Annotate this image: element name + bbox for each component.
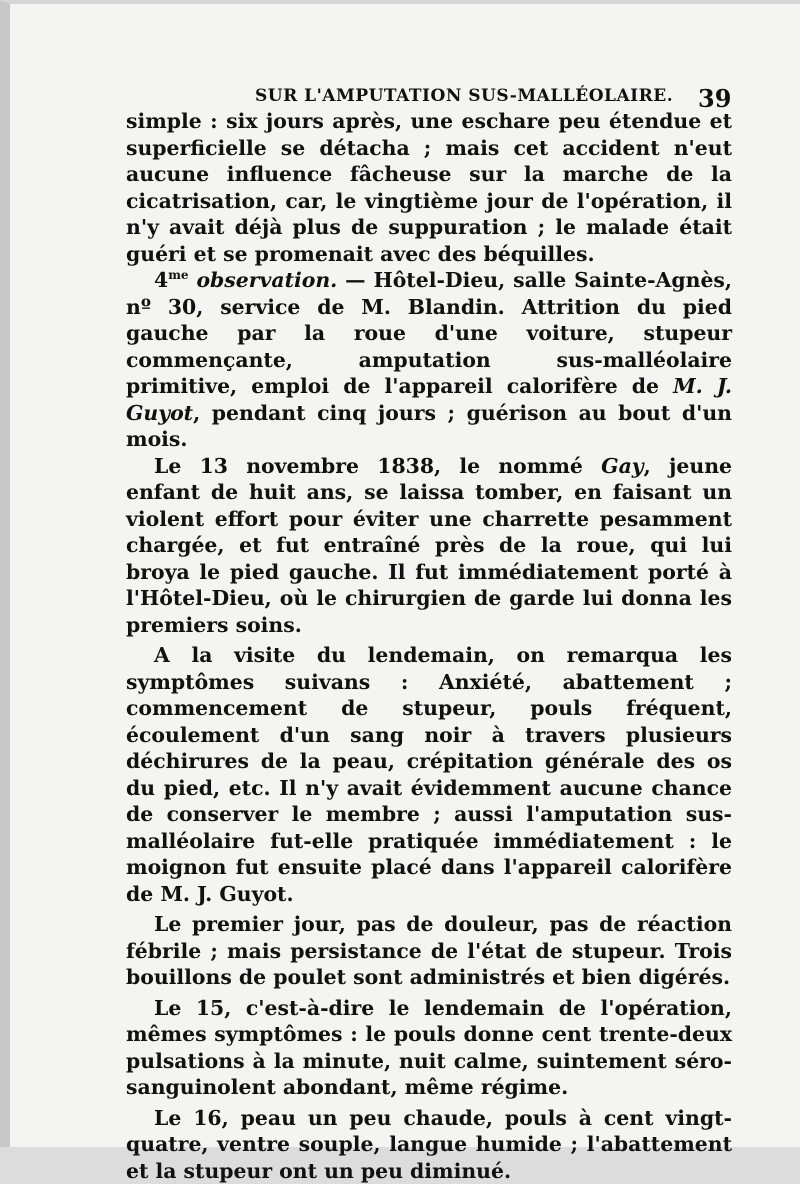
page-number: 39 <box>698 84 731 113</box>
observation-author-name: M. J. Guyot <box>126 374 732 425</box>
observation-number-suffix: me <box>168 268 188 282</box>
observation-label: observation. <box>196 268 337 292</box>
paragraph-next-day-visit: A la visite du lendemain, on remarqua les symptômes suivans : Anxiété, abattement ; commencement de stupeur, pouls fréquent, écoulement d'un sang noir à travers plusieurs déchirures de la peau, crépitation générale des os du pied, etc. Il n'y avait évidemment aucune chance de conserver le membre ; aussi l'amputation sus-malléolaire fut-elle pratiquée immédiatement : le moignon fut ensuite placé dans l'appareil calorifère de M. J. Guyot. <box>126 642 732 907</box>
paragraph-continuation: simple : six jours après, une eschare peu étendue et superficielle se détacha ; mais cet accident n'eut aucune influence fâcheuse sur la marche de la cicatrisation, car, le vingtième jour de l'opération, il n'y avait déjà plus de suppuration ; le malade était guéri et se promenait avec des béquilles. <box>126 108 732 267</box>
paragraph-case-history <box>126 453 732 639</box>
paragraph-day-15: Le 15, c'est-à-dire le lendemain de l'opération, mêmes symptômes : le pouls donne cent trente-deux pulsations à la minute, nuit calme, suintement séro-sanguinolent abondant, même régime. <box>126 995 732 1101</box>
observation-number: 4 <box>154 268 168 292</box>
body-text <box>126 108 732 1184</box>
observation-heading-paragraph <box>126 267 732 453</box>
paragraph-first-day: Le premier jour, pas de douleur, pas de réaction fébrile ; mais persistance de l'état de stupeur. Trois bouillons de poulet sont administrés et bien digérés. <box>126 911 732 991</box>
paragraph-day-16: Le 16, peau un peu chaude, pouls à cent vingt-quatre, ventre souple, langue humide ; l'abattement et la stupeur ont un peu diminué. <box>126 1105 732 1184</box>
patient-name: Gay <box>601 454 643 478</box>
observation-summary-part2: , pendant cinq jours ; guérison au bout d'un mois. <box>126 401 732 452</box>
observation-summary-part1: — Hôtel-Dieu, salle Sainte-Agnès, nº 30, service de M. Blandin. Attrition du pied gauche par la roue d'une voiture, stupeur commençante, amputation sus-malléolaire primitive, emploi de l'appareil calorifère de <box>126 268 732 398</box>
case-history-start: Le 13 novembre 1838, le nommé <box>154 454 601 478</box>
running-title: SUR L'AMPUTATION SUS-MALLÉOLAIRE. <box>255 86 673 106</box>
case-history-end: , jeune enfant de huit ans, se laissa tomber, en faisant un violent effort pour éviter une charrette pesamment chargée, et fut entraîné près de la roue, qui lui broya le pied gauche. Il fut immédiatement porté à l'Hôtel-Dieu, où le chirurgien de garde lui donna les premiers soins. <box>126 454 732 637</box>
